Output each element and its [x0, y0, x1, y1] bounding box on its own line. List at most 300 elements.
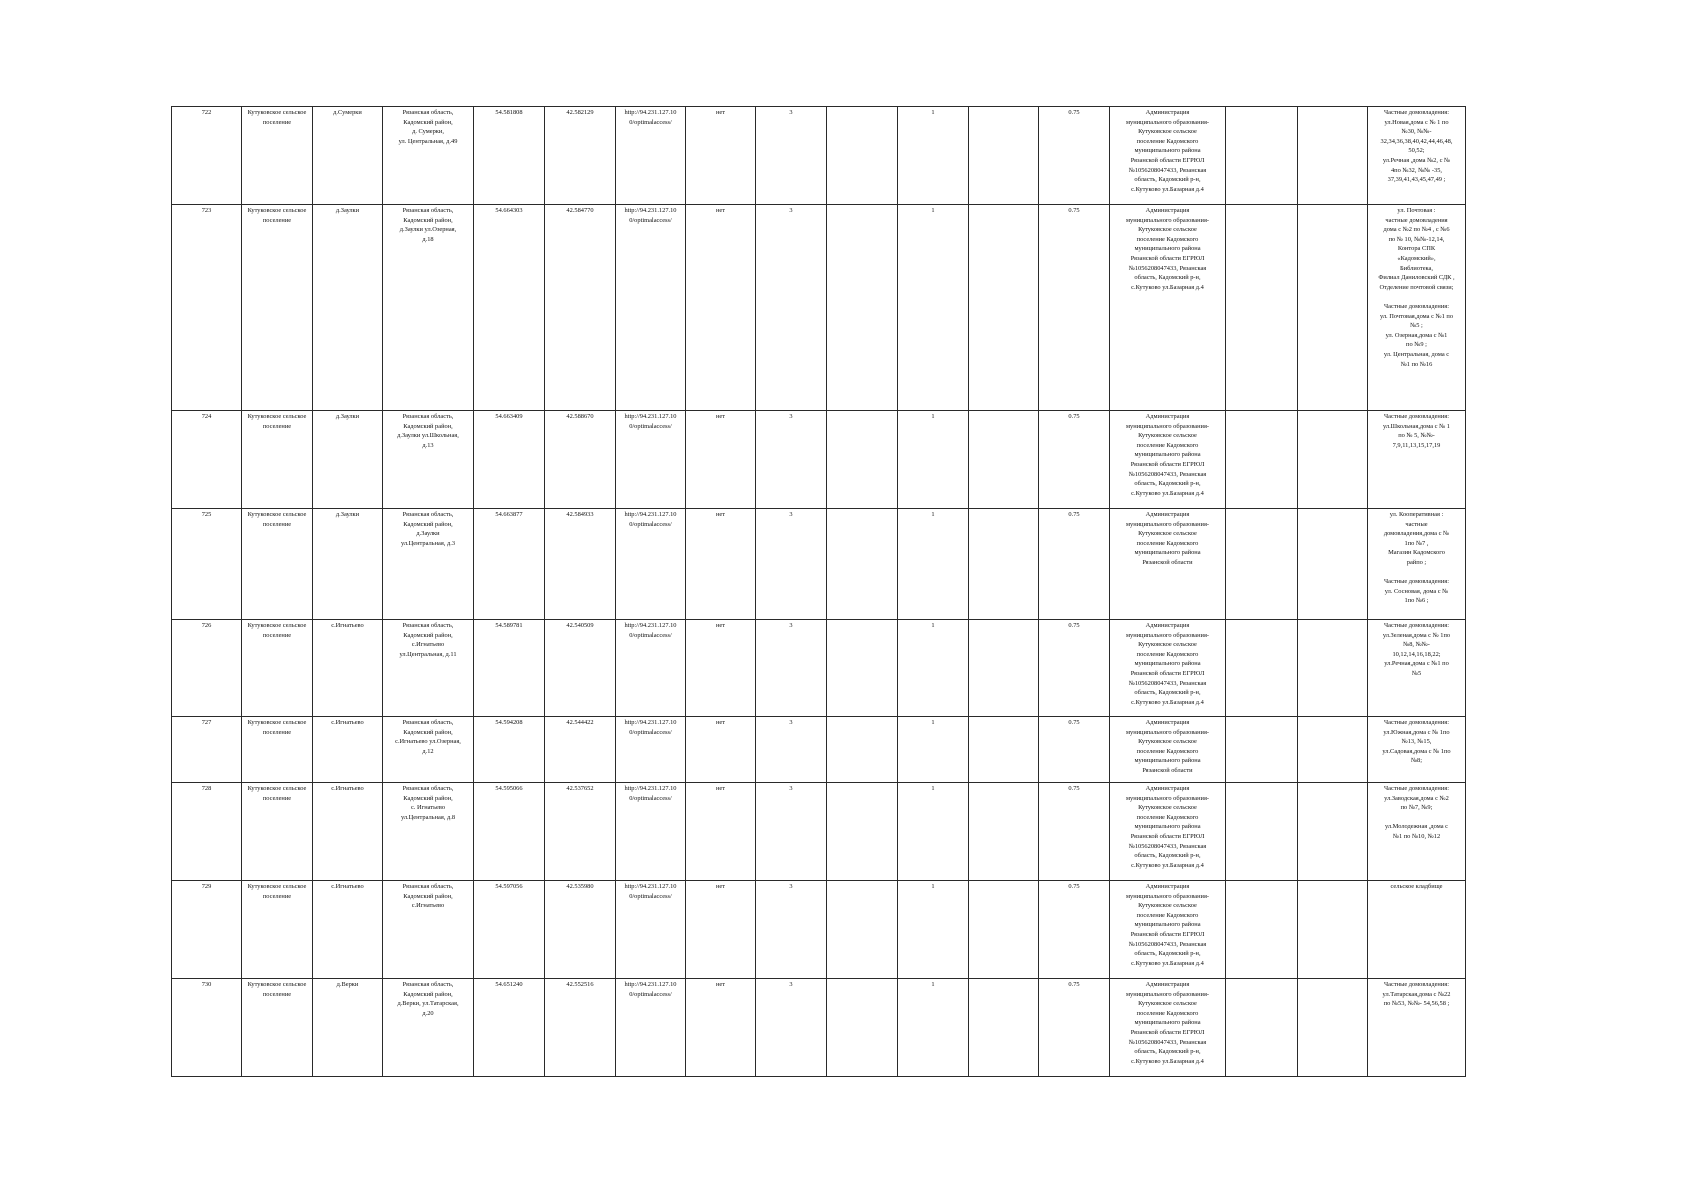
text-line: область, Кадомский р-н,: [1134, 852, 1201, 860]
text-line: муниципального района: [1134, 1019, 1201, 1027]
text-line: Администрация: [1145, 511, 1190, 518]
text-line: Частные домовладения:: [1384, 785, 1449, 792]
locality-cell: с.Игнатьево: [313, 881, 383, 979]
text-line: Кутуковское сельское: [1138, 226, 1197, 234]
text-line: [1369, 292, 1464, 302]
organization-cell: [1110, 411, 1226, 509]
served-objects-cell: [1368, 783, 1466, 881]
text-line: область, Кадомский р-н,: [1134, 176, 1201, 184]
empty-cell: [1298, 107, 1368, 205]
text-line: Частные домовладения:: [1384, 719, 1449, 726]
text-line: №1056208047433, Рязанская: [1128, 264, 1207, 272]
distance-cell: 0.75: [1039, 717, 1110, 783]
empty-cell: [1298, 881, 1368, 979]
text-line: область, Кадомский р-н,: [1134, 480, 1201, 488]
distance-cell: 0.75: [1039, 107, 1110, 205]
text-line: домовладения,дома с №: [1383, 530, 1450, 538]
flag-cell: нет: [686, 717, 756, 783]
text-line: муниципального района: [1134, 757, 1201, 765]
text-line: муниципального образования-: [1125, 118, 1210, 126]
distance-cell: 0.75: [1039, 620, 1110, 717]
locality-cell: д.Заулки: [313, 411, 383, 509]
latitude-cell: 54.597056: [474, 881, 545, 979]
empty-cell: [1226, 107, 1298, 205]
text-line: Администрация: [1145, 719, 1190, 726]
latitude-cell: 54.664303: [474, 205, 545, 411]
text-line: [1369, 813, 1464, 823]
count-cell: 3: [756, 881, 827, 979]
text-line: Кутуковское сельское: [1138, 128, 1197, 136]
empty-cell: [969, 107, 1039, 205]
settlement-cell: Кутуковское сельское поселение: [242, 411, 313, 509]
latitude-cell: 54.663409: [474, 411, 545, 509]
locality-cell: д.Сумерки: [313, 107, 383, 205]
url-cell: http://94.231.127.10 0/optimalaccess/: [616, 620, 686, 717]
url-cell: http://94.231.127.10 0/optimalaccess/: [616, 979, 686, 1077]
text-line: Администрация: [1145, 622, 1190, 629]
text-line: с.Игнатьево: [411, 641, 445, 649]
text-line: Кутуковское сельское: [1138, 530, 1197, 538]
empty-cell: [1298, 783, 1368, 881]
text-line: 32,34,36,38,40,42,44,46,48,: [1380, 137, 1453, 145]
flag-cell: нет: [686, 783, 756, 881]
url-cell: http://94.231.127.10 0/optimalaccess/: [616, 783, 686, 881]
count-cell: 3: [756, 783, 827, 881]
count-cell: 3: [756, 509, 827, 620]
text-line: Рязанская область,: [402, 981, 454, 988]
table-row: [172, 509, 1466, 620]
row-number-cell: 728: [172, 783, 242, 881]
row-number-cell: 726: [172, 620, 242, 717]
text-line: д. Сумерки,: [412, 128, 444, 136]
text-line: ул.Центральная, д.3: [400, 539, 456, 547]
text-line: с.Кутуково ул.Базарная д.4: [1131, 283, 1204, 291]
text-line: по № 5, №№-: [1398, 432, 1435, 440]
row-number-cell: 727: [172, 717, 242, 783]
text-line: муниципального образования-: [1125, 728, 1210, 736]
served-objects-cell: [1368, 509, 1466, 620]
latitude-cell: 54.589781: [474, 620, 545, 717]
empty-cell: [969, 979, 1039, 1077]
empty-cell: [827, 979, 898, 1077]
empty-cell: [1298, 717, 1368, 783]
settlement-cell: Кутуковское сельское поселение: [242, 881, 313, 979]
table-row: [172, 620, 1466, 717]
count-cell: 3: [756, 411, 827, 509]
table-row: [172, 717, 1466, 783]
address-cell: [383, 411, 474, 509]
longitude-cell: 42.582129: [545, 107, 616, 205]
text-line: 50,52;: [1408, 147, 1425, 155]
text-line: Кутуковское сельское: [1138, 804, 1197, 812]
count-cell: 3: [756, 717, 827, 783]
count-cell: 1: [898, 411, 969, 509]
text-line: с.Кутуково ул.Базарная д.4: [1131, 698, 1204, 706]
empty-cell: [1226, 205, 1298, 411]
text-line: муниципального образования-: [1125, 892, 1210, 900]
locality-cell: с.Игнатьево: [313, 783, 383, 881]
settlement-cell: Кутуковское сельское поселение: [242, 205, 313, 411]
text-line: ул.Речная ,дома №2, с №: [1382, 156, 1451, 164]
text-line: область, Кадомский р-н,: [1134, 689, 1201, 697]
text-line: по №7, №9;: [1400, 804, 1433, 812]
text-line: поселение Кадомского: [1136, 813, 1199, 821]
text-line: с.Игнатьево: [411, 902, 445, 910]
text-line: Частные домовладения:: [1384, 109, 1449, 116]
text-line: д.20: [422, 1009, 434, 1017]
address-cell: [383, 205, 474, 411]
longitude-cell: 42.588670: [545, 411, 616, 509]
served-objects-cell: [1368, 620, 1466, 717]
count-cell: 3: [756, 979, 827, 1077]
locality-cell: д.Верки: [313, 979, 383, 1077]
text-line: Кадомский район,: [403, 422, 453, 430]
empty-cell: [1298, 205, 1368, 411]
empty-cell: [1226, 620, 1298, 717]
address-cell: [383, 783, 474, 881]
address-cell: [383, 979, 474, 1077]
served-objects-cell: [1368, 881, 1466, 979]
text-line: д.Заулки ул.Озерная,: [399, 226, 457, 234]
empty-cell: [969, 205, 1039, 411]
text-line: №13, №15,: [1401, 738, 1432, 746]
empty-cell: [1226, 411, 1298, 509]
text-line: Рязанской области ЕГРЮЛ: [1130, 1028, 1205, 1036]
text-line: поселение Кадомского: [1136, 137, 1199, 145]
settlement-cell: Кутуковское сельское поселение: [242, 717, 313, 783]
settlement-cell: Кутуковское сельское поселение: [242, 107, 313, 205]
empty-cell: [1226, 979, 1298, 1077]
text-line: с.Кутуково ул.Базарная д.4: [1131, 861, 1204, 869]
distance-cell: 0.75: [1039, 979, 1110, 1077]
text-line: область, Кадомский р-н,: [1134, 1048, 1201, 1056]
url-cell: http://94.231.127.10 0/optimalaccess/: [616, 881, 686, 979]
empty-cell: [1298, 411, 1368, 509]
empty-cell: [969, 509, 1039, 620]
text-line: д.Заулки: [416, 530, 440, 538]
served-objects-cell: [1368, 717, 1466, 783]
distance-cell: 0.75: [1039, 411, 1110, 509]
text-line: ул.Зеленая,дома с № 1по: [1382, 631, 1451, 639]
text-line: Рязанская область,: [402, 109, 454, 116]
locality-cell: с.Игнатьево: [313, 620, 383, 717]
flag-cell: нет: [686, 620, 756, 717]
text-line: ул.Южная,дома с № 1по: [1383, 728, 1450, 736]
text-line: Частные домовладения:: [1384, 302, 1449, 310]
longitude-cell: 42.584933: [545, 509, 616, 620]
text-line: №5: [1411, 669, 1422, 677]
text-line: ул. Сосновая, дома с №: [1384, 587, 1449, 595]
distance-cell: 0.75: [1039, 205, 1110, 411]
latitude-cell: 54.594208: [474, 717, 545, 783]
settlement-cell: Кутуковское сельское поселение: [242, 509, 313, 620]
text-line: Рязанской области: [1142, 766, 1193, 774]
text-line: ул. Почтовая,дома с №1 по: [1379, 312, 1454, 320]
count-cell: 1: [898, 205, 969, 411]
distance-cell: 0.75: [1039, 881, 1110, 979]
empty-cell: [1226, 509, 1298, 620]
text-line: Рязанской области ЕГРЮЛ: [1130, 930, 1205, 938]
text-line: д.13: [422, 441, 434, 449]
text-line: д.18: [422, 235, 434, 243]
text-line: Кутуковское сельское: [1138, 1000, 1197, 1008]
empty-cell: [827, 620, 898, 717]
text-line: Рязанская область,: [402, 207, 454, 214]
empty-cell: [827, 717, 898, 783]
text-line: №1056208047433, Рязанская: [1128, 940, 1207, 948]
text-line: поселение Кадомского: [1136, 235, 1199, 243]
text-line: Частные домовладения:: [1384, 413, 1449, 420]
text-line: ул. Почтовая :: [1397, 207, 1436, 214]
text-line: Рязанская область,: [402, 511, 454, 518]
text-line: муниципального образования-: [1125, 422, 1210, 430]
text-line: Администрация: [1145, 981, 1190, 988]
text-line: 1по №7 ,: [1404, 539, 1429, 547]
text-line: частные: [1405, 520, 1428, 528]
text-line: муниципального образования-: [1125, 990, 1210, 998]
text-line: ул. Центральная, дома с: [1383, 350, 1450, 358]
text-line: 37,39,41,43,45,47,49 ;: [1387, 176, 1446, 184]
served-objects-cell: [1368, 411, 1466, 509]
flag-cell: нет: [686, 881, 756, 979]
url-cell: http://94.231.127.10 0/optimalaccess/: [616, 717, 686, 783]
text-line: муниципального образования-: [1125, 520, 1210, 528]
text-line: Кадомский район,: [403, 892, 453, 900]
text-line: №8, №№-: [1403, 641, 1430, 649]
empty-cell: [1226, 717, 1298, 783]
text-line: №30, №№-: [1401, 128, 1432, 136]
text-line: №1056208047433, Рязанская: [1128, 679, 1207, 687]
empty-cell: [827, 205, 898, 411]
organization-cell: [1110, 881, 1226, 979]
text-line: ул.Новая,дома с № 1 по: [1384, 118, 1449, 126]
organization-cell: [1110, 783, 1226, 881]
distance-cell: 0.75: [1039, 783, 1110, 881]
text-line: муниципального района: [1134, 660, 1201, 668]
table-row: [172, 107, 1466, 205]
text-line: Рязанской области ЕГРЮЛ: [1130, 460, 1205, 468]
text-line: №5 ;: [1410, 322, 1423, 330]
text-line: Администрация: [1145, 207, 1190, 214]
row-number-cell: 723: [172, 205, 242, 411]
table-row: [172, 411, 1466, 509]
address-cell: [383, 620, 474, 717]
text-line: Рязанской области ЕГРЮЛ: [1130, 254, 1205, 262]
table-row: [172, 881, 1466, 979]
address-cell: [383, 881, 474, 979]
text-line: поселение Кадомского: [1136, 747, 1199, 755]
empty-cell: [969, 620, 1039, 717]
text-line: Филиал Даниловский СДК ,: [1378, 274, 1455, 282]
text-line: 10,12,14,16,18,22;: [1392, 650, 1441, 658]
text-line: Рязанская область,: [402, 785, 454, 792]
text-line: поселение Кадомского: [1136, 441, 1199, 449]
text-line: 1по №6 ;: [1404, 597, 1429, 605]
text-line: Частные домовладения:: [1384, 578, 1449, 586]
text-line: Администрация: [1145, 413, 1190, 420]
served-objects-cell: [1368, 107, 1466, 205]
flag-cell: нет: [686, 205, 756, 411]
text-line: муниципального района: [1134, 823, 1201, 831]
count-cell: 1: [898, 717, 969, 783]
text-line: Рязанской области ЕГРЮЛ: [1130, 669, 1205, 677]
text-line: Кадомский район,: [403, 118, 453, 126]
container-sites-table: [171, 106, 1466, 1077]
text-line: с. Игнатьево: [410, 804, 446, 812]
text-line: с.Кутуково ул.Базарная д.4: [1131, 959, 1204, 967]
table-row: [172, 783, 1466, 881]
text-line: №1056208047433, Рязанская: [1128, 470, 1207, 478]
settlement-cell: Кутуковское сельское поселение: [242, 783, 313, 881]
text-line: муниципального района: [1134, 451, 1201, 459]
text-line: Кадомский район,: [403, 794, 453, 802]
text-line: ул.Садовая,дома с № 1по: [1382, 747, 1451, 755]
flag-cell: нет: [686, 411, 756, 509]
empty-cell: [827, 783, 898, 881]
address-cell: [383, 107, 474, 205]
organization-cell: [1110, 205, 1226, 411]
settlement-cell: Кутуковское сельское поселение: [242, 979, 313, 1077]
url-cell: http://94.231.127.10 0/optimalaccess/: [616, 411, 686, 509]
address-cell: [383, 717, 474, 783]
text-line: Рязанской области ЕГРЮЛ: [1130, 156, 1205, 164]
empty-cell: [969, 411, 1039, 509]
text-line: Кутуковское сельское: [1138, 902, 1197, 910]
text-line: Библиотека,: [1400, 264, 1433, 272]
text-line: д.Заулки ул.Школьная,: [397, 432, 459, 440]
latitude-cell: 54.651240: [474, 979, 545, 1077]
organization-cell: [1110, 717, 1226, 783]
count-cell: 3: [756, 205, 827, 411]
row-number-cell: 729: [172, 881, 242, 979]
text-line: Кутуковское сельское: [1138, 641, 1197, 649]
text-line: ул. Кооперативная :: [1389, 511, 1444, 518]
count-cell: 3: [756, 620, 827, 717]
text-line: Рязанская область,: [402, 883, 454, 890]
empty-cell: [1298, 509, 1368, 620]
table-row: [172, 979, 1466, 1077]
text-line: Частные домовладения:: [1384, 622, 1449, 629]
text-line: Рязанской области ЕГРЮЛ: [1130, 832, 1205, 840]
flag-cell: нет: [686, 979, 756, 1077]
text-line: Кутуковское сельское: [1138, 738, 1197, 746]
address-cell: [383, 509, 474, 620]
text-line: частные домовладения: [1385, 216, 1448, 224]
text-line: поселение Кадомского: [1136, 911, 1199, 919]
longitude-cell: 42.540509: [545, 620, 616, 717]
text-line: ул.Школьная,дома с № 1: [1382, 422, 1451, 430]
text-line: «Кадомский»,: [1397, 254, 1436, 262]
locality-cell: д.Заулки: [313, 509, 383, 620]
text-line: Рязанская область,: [402, 622, 454, 629]
text-line: ул.Заводская,дома с №2: [1384, 794, 1449, 802]
text-line: Кадомский район,: [403, 728, 453, 736]
text-line: муниципального района: [1134, 147, 1201, 155]
count-cell: 1: [898, 509, 969, 620]
text-line: Кадомский район,: [403, 216, 453, 224]
empty-cell: [1298, 620, 1368, 717]
text-line: по № 10, №№-12,14,: [1388, 235, 1445, 243]
latitude-cell: 54.595066: [474, 783, 545, 881]
text-line: [1369, 568, 1464, 578]
longitude-cell: 42.544422: [545, 717, 616, 783]
text-line: с.Кутуково ул.Базарная д.4: [1131, 185, 1204, 193]
text-line: с.Игнатьево ул.Озерная,: [395, 738, 461, 746]
text-line: 4по №32, №№ -35,: [1390, 166, 1442, 174]
count-cell: 3: [756, 107, 827, 205]
count-cell: 1: [898, 979, 969, 1077]
settlement-cell: Кутуковское сельское поселение: [242, 620, 313, 717]
text-line: ул.Центральная, д.8: [400, 813, 456, 821]
locality-cell: д.Заулки: [313, 205, 383, 411]
text-line: Отделение почтовой связи;: [1379, 283, 1454, 291]
empty-cell: [969, 783, 1039, 881]
text-line: по №53, №№- 54,56,58 ;: [1383, 1000, 1450, 1008]
text-line: №1056208047433, Рязанская: [1128, 842, 1207, 850]
text-line: д.Верки, ул.Татарская,: [397, 1000, 459, 1008]
text-line: ул. Озерная,дома с №1: [1385, 331, 1448, 339]
longitude-cell: 42.537652: [545, 783, 616, 881]
text-line: муниципального образования-: [1125, 631, 1210, 639]
empty-cell: [969, 717, 1039, 783]
row-number-cell: 724: [172, 411, 242, 509]
text-line: муниципального района: [1134, 549, 1201, 557]
empty-cell: [1298, 979, 1368, 1077]
text-line: Частные домовладения:: [1384, 981, 1449, 988]
row-number-cell: 725: [172, 509, 242, 620]
table-row: [172, 205, 1466, 411]
url-cell: http://94.231.127.10 0/optimalaccess/: [616, 205, 686, 411]
text-line: ул.Татарская,дома с №22: [1382, 990, 1451, 998]
text-line: сельское кладбище: [1390, 883, 1443, 890]
text-line: 7,9,11,13,15,17,19: [1392, 441, 1441, 449]
text-line: Кадомский район,: [403, 631, 453, 639]
url-cell: http://94.231.127.10 0/optimalaccess/: [616, 107, 686, 205]
organization-cell: [1110, 107, 1226, 205]
text-line: райпо ;: [1406, 558, 1427, 566]
empty-cell: [827, 411, 898, 509]
text-line: №1 по №10, №12: [1392, 832, 1441, 840]
text-line: ул.Центральная, д.11: [399, 650, 457, 658]
text-line: муниципального района: [1134, 245, 1201, 253]
text-line: д.12: [422, 747, 434, 755]
longitude-cell: 42.552516: [545, 979, 616, 1077]
text-line: с.Кутуково ул.Базарная д.4: [1131, 489, 1204, 497]
empty-cell: [1226, 783, 1298, 881]
served-objects-cell: [1368, 979, 1466, 1077]
text-line: Рязанская область,: [402, 413, 454, 420]
text-line: муниципального образования-: [1125, 794, 1210, 802]
text-line: Рязанской области: [1142, 558, 1193, 566]
text-line: №1056208047433, Рязанская: [1128, 166, 1207, 174]
distance-cell: 0.75: [1039, 509, 1110, 620]
text-line: дома с №2 по №4 , с №6: [1383, 226, 1450, 234]
organization-cell: [1110, 509, 1226, 620]
text-line: Кадомский район,: [403, 520, 453, 528]
row-number-cell: 722: [172, 107, 242, 205]
empty-cell: [1226, 881, 1298, 979]
text-line: Рязанская область,: [402, 719, 454, 726]
count-cell: 1: [898, 881, 969, 979]
text-line: Администрация: [1145, 785, 1190, 792]
text-line: муниципального района: [1134, 921, 1201, 929]
text-line: поселение Кадомского: [1136, 650, 1199, 658]
served-objects-cell: [1368, 205, 1466, 411]
text-line: поселение Кадомского: [1136, 539, 1199, 547]
latitude-cell: 54.581808: [474, 107, 545, 205]
empty-cell: [827, 107, 898, 205]
text-line: Администрация: [1145, 883, 1190, 890]
